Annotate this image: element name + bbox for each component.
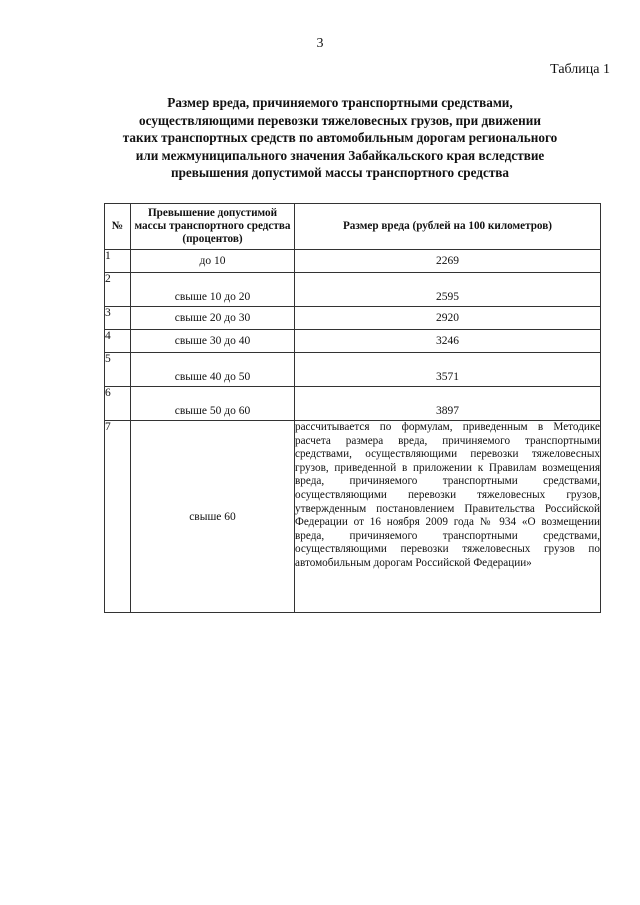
title-line: таких транспортных средств по автомобильным дорогам регионального	[122, 130, 558, 146]
row-excess: свыше 50 до 60	[131, 387, 295, 421]
harm-table	[104, 203, 601, 613]
title-line: или межмуниципального значения Забайкальского края вследствие	[135, 147, 545, 163]
table-row	[105, 330, 601, 353]
row-number: 3	[105, 307, 131, 330]
row-damage: 2595	[295, 273, 601, 307]
row-damage: 3897	[295, 387, 601, 421]
table-row	[105, 307, 601, 330]
row-damage: 3246	[295, 330, 601, 353]
row-number: 2	[105, 273, 131, 307]
table-row	[105, 273, 601, 307]
page-number: 3	[316, 36, 324, 51]
table-row	[105, 250, 601, 273]
row-number: 5	[105, 353, 131, 387]
table-row	[105, 421, 601, 613]
row-excess: свыше 30 до 40	[131, 330, 295, 353]
row-excess: свыше 10 до 20	[131, 273, 295, 307]
header-excess: Превышение допустимой массы транспортного средства (процентов)	[131, 204, 295, 250]
row-number: 7	[105, 421, 131, 613]
title-line: превышения допустимой массы транспортного средства	[170, 165, 510, 181]
row-number: 1	[105, 250, 131, 273]
table-label: Таблица 1	[550, 62, 610, 77]
row-number: 6	[105, 387, 131, 421]
title-line: Размер вреда, причиняемого транспортными средствами,	[167, 95, 513, 110]
table-row	[105, 353, 601, 387]
header-number: №	[105, 204, 131, 250]
document-title	[80, 94, 600, 182]
row-excess: до 10	[131, 250, 295, 273]
row-number: 4	[105, 330, 131, 353]
title-line: осуществляющими перевозки тяжеловесных грузов, при движении	[139, 112, 541, 128]
table-row	[105, 387, 601, 421]
row-excess: свыше 60	[131, 421, 295, 613]
table-header-row	[105, 204, 601, 250]
row-damage: 3571	[295, 353, 601, 387]
header-damage: Размер вреда (рублей на 100 километров)	[295, 204, 601, 250]
row-damage: 2269	[295, 250, 601, 273]
row-damage-formula-text: рассчитывается по формулам, приведенным в Методике расчета размера вреда, причиняемого транспортными средствами, осуществляющими перевозки тяжеловесных грузов, приведенной в приложении к Правилам возмещения вреда, причиняемого транспортными средствами, осуществляющими перевозки тяжеловесных грузов, утвержденным постановлением Правительства Российской Федерации от 16 ноября 2009 года № 934 «О возмещении вреда, причиняемого транспортными средствами, осуществляющими перевозки тяжеловесных грузов по автомобильным дорогам Российской Федерации»	[295, 421, 601, 613]
row-excess: свыше 20 до 30	[131, 307, 295, 330]
row-damage: 2920	[295, 307, 601, 330]
row-excess: свыше 40 до 50	[131, 353, 295, 387]
